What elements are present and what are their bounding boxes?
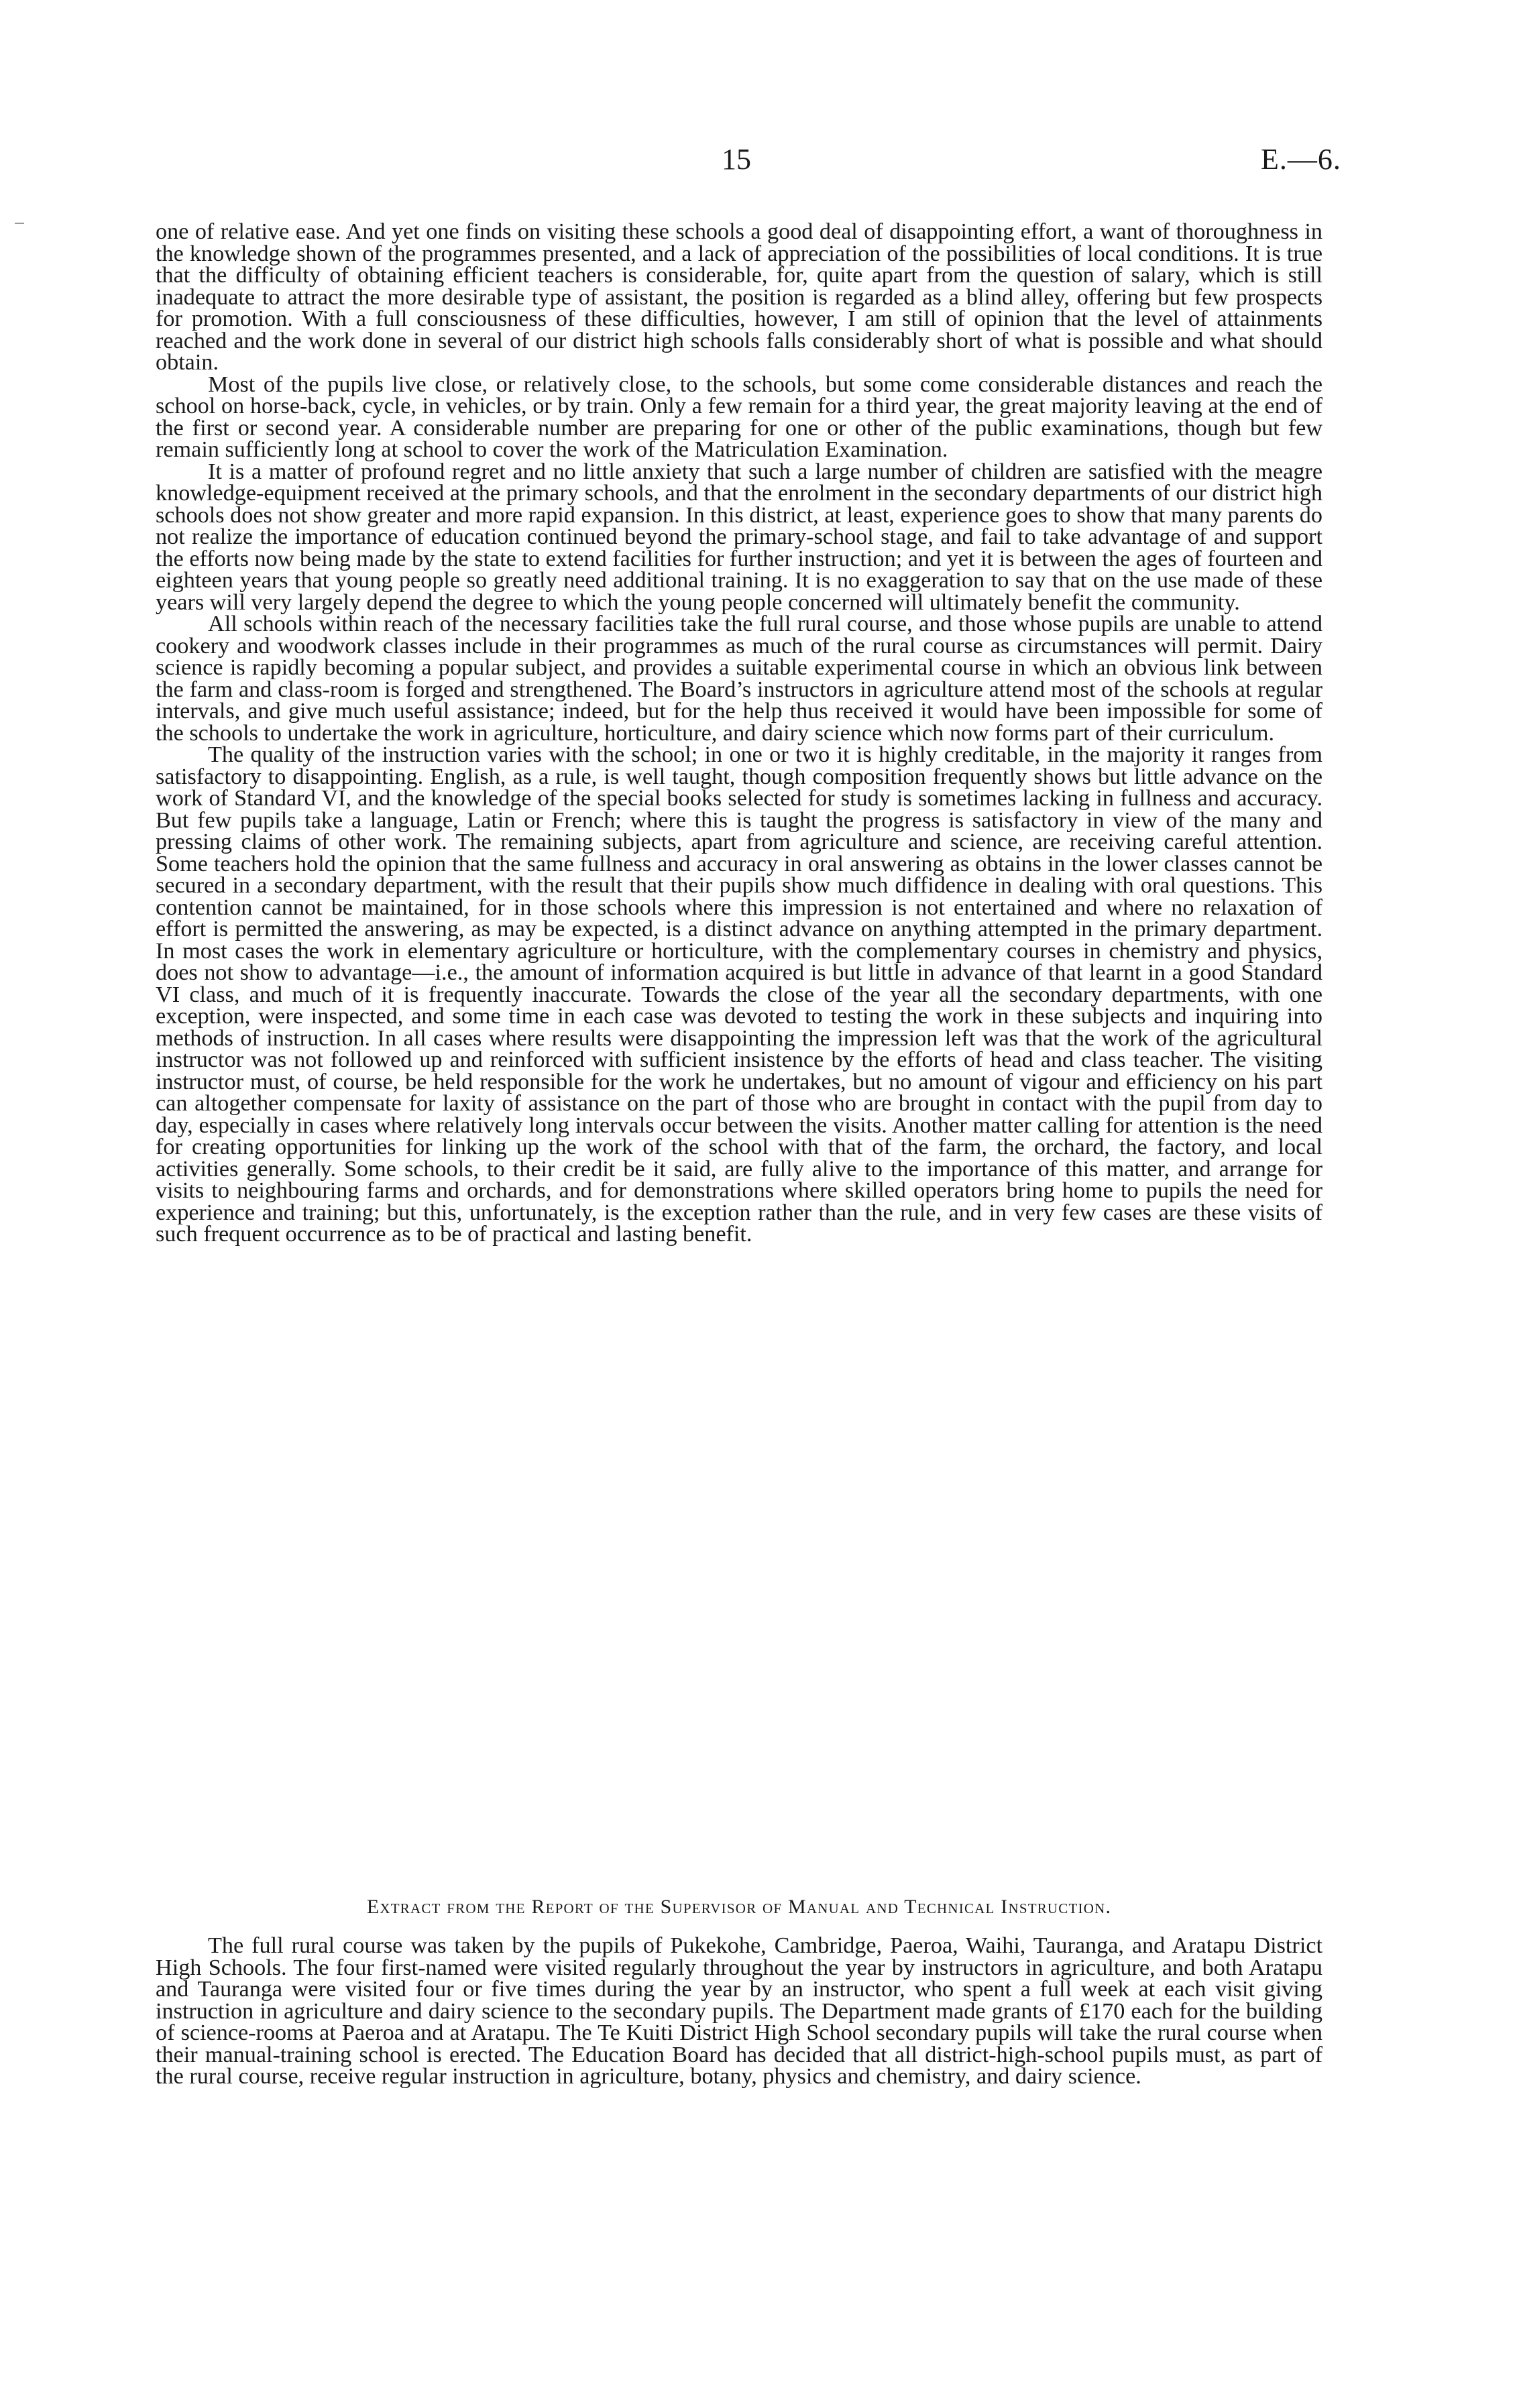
page-number: 15: [722, 143, 751, 176]
paragraph: All schools within reach of the necessary facilities take the full rural course, and those whose pupils are unable to attend cookery and woodwork classes include in their programmes as much of the rural course as circumstances will permit. Dairy science is rapidly becoming a popular subject, and provides a suitable experimental course in which an obvious link between the farm and class-room is forged and strengthened. The Board’s instructors in agriculture attend most of the schools at regular intervals, and give much useful assistance; indeed, but for the help thus received it would have been impossible for some of the schools to undertake the work in agriculture, horticulture, and dairy science which now forms part of their curriculum.: [156, 612, 1322, 746]
page-reference: E.—6.: [1261, 143, 1341, 176]
report-body: [156, 221, 1322, 1246]
section-heading: Extract from the Report of the Supervisor of Manual and Technical Instruction.: [366, 1896, 1112, 1918]
section-body: [156, 1935, 1322, 2088]
paragraph: one of relative ease. And yet one finds on visiting these schools a good deal of disappointing effort, a want of thoroughness in the knowledge shown of the programmes presented, and a lack of appreciation of the possibilities of local conditions. It is true that the difficulty of obtaining efficient teachers is considerable, for, quite apart from the question of salary, which is still inadequate to attract the more desirable type of assistant, the position is regarded as a blind alley, offering but few prospects for promotion. With a full consciousness of these difficulties, however, I am still of opinion that the level of attainments reached and the work done in several of our district high schools falls considerably short of what is possible and what should obtain.: [156, 219, 1322, 375]
paragraph: It is a matter of profound regret and no little anxiety that such a large number of children are satisfied with the meagre knowledge-equipment received at the primary schools, and that the enrolment in the secondary departments of our district high schools does not show greater and more rapid expansion. In this district, at least, experience goes to show that many parents do not realize the importance of education continued beyond the primary-school stage, and fail to take advantage of and support the efforts now being made by the state to extend facilities for further instruction; and yet it is between the ages of fourteen and eighteen years that young people so greatly need additional training. It is no exaggeration to say that on the use made of these years will very largely depend the degree to which the young people concerned will ultimately benefit the community.: [156, 459, 1322, 615]
paragraph: The full rural course was taken by the pupils of Pukekohe, Cambridge, Paeroa, Waihi, Tauranga, and Aratapu District High Schools. The four first-named were visited regularly throughout the year by instructors in agriculture, and both Aratapu and Tauranga were visited four or five times during the year by an instructor, who spent a full week at each visit giving instruction in agriculture and dairy science to the secondary pupils. The Department made grants of £170 each for the building of science-rooms at Paeroa and at Aratapu. The Te Kuiti District High School secondary pupils will take the rural course when their manual-training school is erected. The Education Board has decided that all district-high-school pupils must, as part of the rural course, receive regular instruction in agriculture, botany, physics and chemistry, and dairy science.: [156, 1933, 1322, 2089]
margin-mark: [15, 223, 24, 224]
paragraph: Most of the pupils live close, or relatively close, to the schools, but some come considerable distances and reach the school on horse-back, cycle, in vehicles, or by train. Only a few remain for a third year, the great majority leaving at the end of the first or second year. A considerable number are preparing for one or other of the public examinations, though but few remain sufficiently long at school to cover the work of the Matriculation Examination.: [156, 371, 1322, 462]
paragraph: The quality of the instruction varies with the school; in one or two it is highly creditable, in the majority it ranges from satisfactory to disappointing. English, as a rule, is well taught, though composition frequently shows but little advance on the work of Standard VI, and the knowledge of the special books selected for study is sometimes lacking in fullness and accuracy. But few pupils take a language, Latin or French; where this is taught the progress is satisfactory in view of the many and pressing claims of other work. The remaining subjects, apart from agriculture and science, are receiving careful attention. Some teachers hold the opinion that the same fullness and accuracy in oral answering as obtains in the lower classes cannot be secured in a secondary department, with the result that their pupils show much diffidence in dealing with oral questions. This contention cannot be maintained, for in those schools where this impression is not entertained and where no relaxation of effort is permitted the answering, as may be expected, is a distinct advance on anything attempted in the primary department. In most cases the work in elementary agriculture or horticulture, with the complementary courses in chemistry and physics, does not show to advantage—i.e., the amount of information acquired is but little in advance of that learnt in a good Standard VI class, and much of it is frequently inaccurate. Towards the close of the year all the secondary departments, with one exception, were inspected, and some time in each case was devoted to testing the work in these subjects and inquiring into methods of instruction. In all cases where results were disappointing the impression left was that the work of the agricultural instructor was not followed up and reinforced with sufficient insistence by the efforts of head and class teacher. The visiting instructor must, of course, be held responsible for the work he undertakes, but no amount of vigour and efficiency on his part can altogether compensate for laxity of assistance on the part of those who are brought in contact with the pupil from day to day, especially in cases where relatively long intervals occur between the visits. Another matter calling for attention is the need for creating opportunities for linking up the work of the school with that of the farm, the orchard, the factory, and local activities generally. Some schools, to their credit be it said, are fully alive to the importance of this matter, and arrange for visits to neighbouring farms and orchards, and for demonstrations where skilled operators bring home to pupils the need for experience and training; but this, unfortunately, is the exception rather than the rule, and in very few cases are these visits of such frequent occurrence as to be of practical and lasting benefit.: [156, 742, 1322, 1247]
